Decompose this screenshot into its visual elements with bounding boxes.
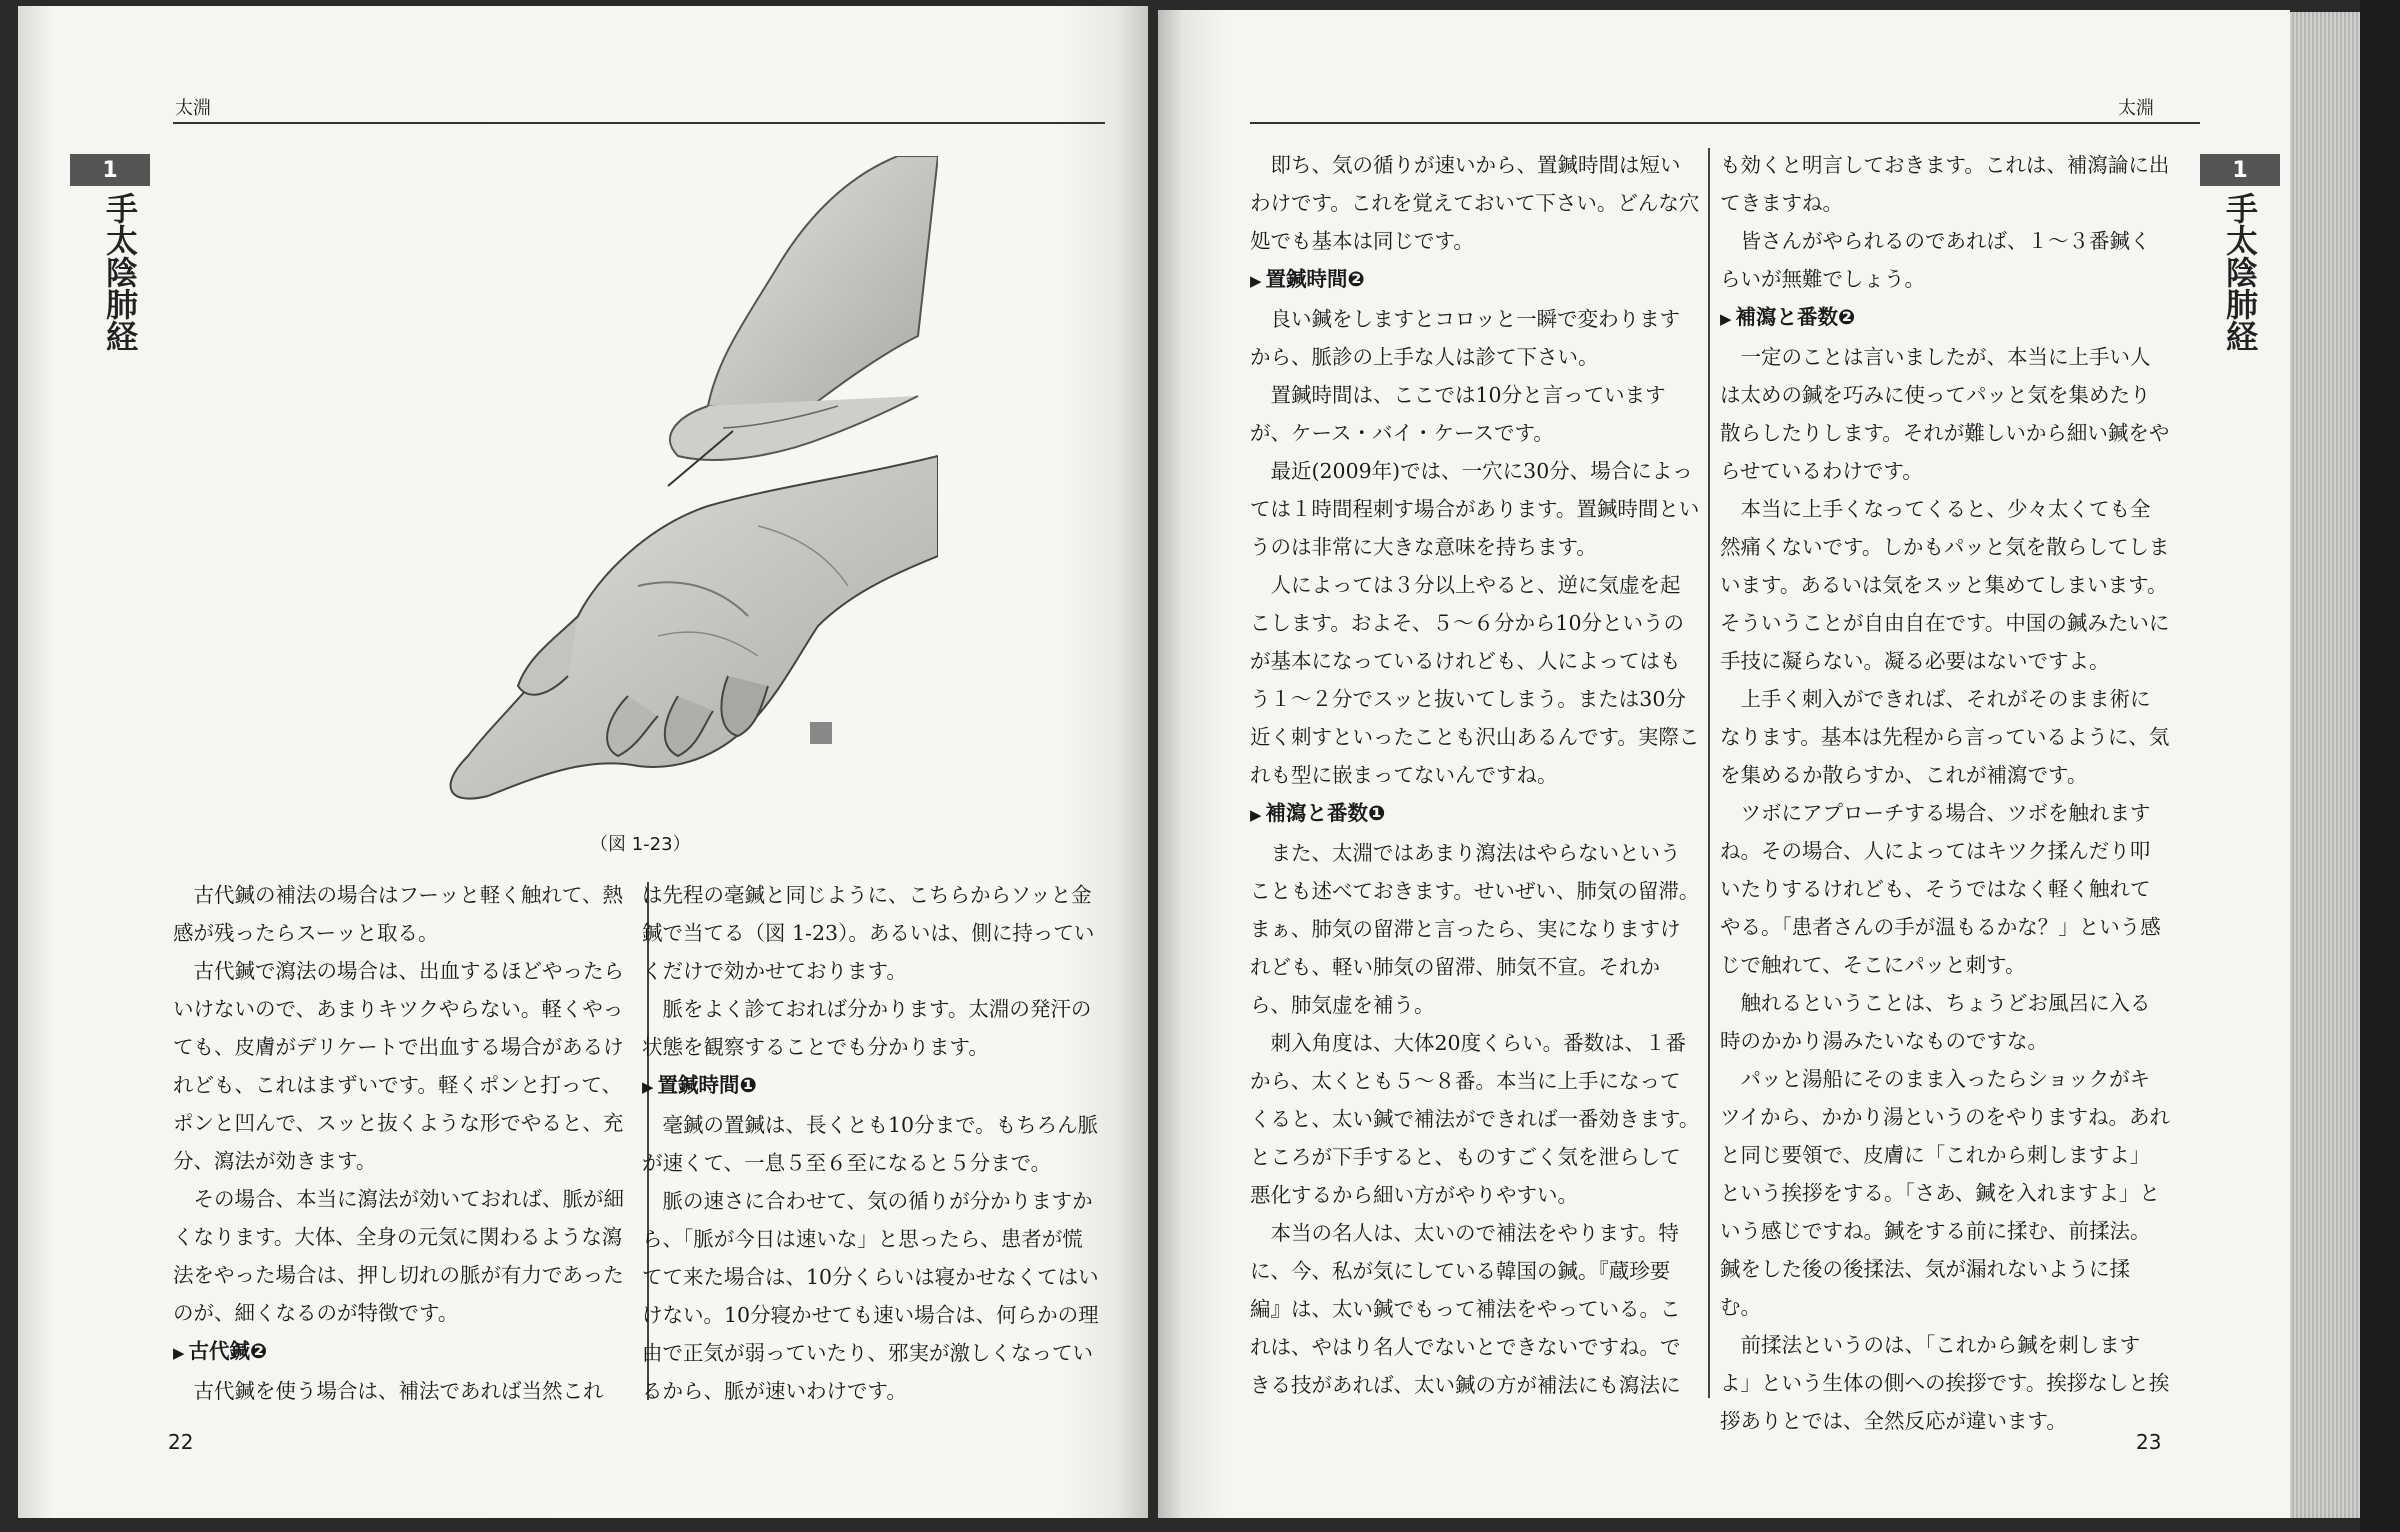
body-paragraph: 古代鍼の補法の場合はフーッと軽く触れて、熱感が残ったらスーッと取る。 [173,883,623,945]
body-paragraph: も効くと明言しておきます。これは、補瀉論に出てきますね。 [1720,153,2170,215]
body-paragraph: 皆さんがやられるのであれば、１～３番鍼くらいが無難でしょう。 [1720,229,2151,291]
body-paragraph: パッと湯船にそのまま入ったらショックがキツイから、かかり湯というのをやりますね。あれと同じ要領で、皮膚に「これから刺しますよ」という挨拶をする。「さあ、鍼を入れますよ」という感じですね。鍼をする前に揉む、前揉法。鍼をした後の後揉法、気が漏れないように揉む。 [1720,1067,2170,1319]
chapter-title-right: 手太陰肺経 [2221,192,2259,352]
body-paragraph: また、太淵ではあまり瀉法はやらないということも述べておきます。せいぜい、肺気の留滞。まぁ、肺気の留滞と言ったら、実になりますけれども、軽い肺気の留滞、肺気不宣。それから、肺気虚を補う。 [1250,841,1700,1017]
body-paragraph: 人によっては３分以上やると、逆に気虚を起こします。およそ、５～６分から10分というのが基本になっているけれども、人によってはもう１～２分でスッと抜いてしまう。または30分近く刺すといったことも沢山あるんです。実際これも型に嵌まってないんですね。 [1250,573,1700,787]
section-heading-text: 置鍼時間❷ [1265,267,1365,291]
section-heading [1250,260,1700,300]
hand-needling-illustration [378,156,938,816]
artist-seal [810,722,832,744]
chapter-number-tab-left: 1 [70,154,150,186]
section-heading-text: 置鍼時間❶ [657,1073,757,1097]
triangle-bullet-icon: ▶ [642,1078,654,1096]
body-paragraph: 前揉法というのは、「これから鍼を刺しますよ」という生体の側への挨拶です。挨拶なしと挨拶ありとでは、全然反応が違います。 [1720,1333,2170,1433]
left-column-2 [642,876,1102,1410]
running-head-right: 太淵 [2118,98,2154,119]
page-edge-stack [2290,12,2370,1518]
left-page [18,6,1148,1518]
right-page [1158,10,2290,1518]
body-paragraph: 触れるということは、ちょうどお風呂に入る時のかかり湯みたいなものですな。 [1720,991,2151,1053]
body-paragraph: 古代鍼で瀉法の場合は、出血するほどやったらいけないので、あまりキツクやらない。軽くやっても、皮膚がデリケートで出血する場合があるけれども、これはまずいです。軽くポンと打って、ポンと凹んで、スッと抜くような形でやると、充分、瀉法が効きます。 [173,959,624,1173]
header-rule-right [1250,122,2200,124]
body-paragraph: 上手く刺入ができれば、それがそのまま術になります。基本は先程から言っているように、気を集めるか散らすか、これが補瀉です。 [1720,687,2170,787]
section-heading [1250,794,1700,834]
triangle-bullet-icon: ▶ [1720,310,1732,328]
figure-caption: （図 1-23） [590,834,691,855]
right-column-2 [1720,146,2170,1440]
section-heading-text: 補瀉と番数❶ [1265,801,1386,825]
body-paragraph: 本当の名人は、太いので補法をやります。特に、今、私が気にしている韓国の鍼。『蔵珍要編』は、太い鍼でもって補法をやっている。これは、やはり名人でないとできないですね。できる技があれば、太い鍼の方が補法にも瀉法に [1250,1221,1681,1397]
triangle-bullet-icon: ▶ [1250,272,1262,290]
body-paragraph: 置鍼時間は、ここでは10分と言っていますが、ケース・バイ・ケースです。 [1250,383,1666,445]
page-number-right: 23 [2136,1430,2162,1454]
column-divider-right [1708,148,1710,1398]
body-paragraph: は先程の毫鍼と同じように、こちらからソッと金鍼で当てる（図 1-23）。あるいは、側に持っていくだけで効かせております。 [642,883,1095,983]
body-paragraph: 一定のことは言いましたが、本当に上手い人は太めの鍼を巧みに使ってパッと気を集めたり散らしたりします。それが難しいから細い鍼をやらせているわけです。 [1720,345,2170,483]
triangle-bullet-icon: ▶ [1250,806,1262,824]
body-paragraph: 刺入角度は、大体20度くらい。番数は、１番から、太くとも５～８番。本当に上手になってくると、太い鍼で補法ができれば一番効きます。ところが下手すると、ものすごく気を泄らして悪化するから細い方がやりやすい。 [1250,1031,1700,1207]
page-number-left: 22 [168,1430,194,1454]
body-paragraph: 脈をよく診ておれば分かります。太淵の発汗の状態を観察することでも分かります。 [642,997,1092,1059]
section-heading [642,1066,1102,1106]
right-column-1 [1250,146,1700,1404]
triangle-bullet-icon: ▶ [173,1344,185,1362]
section-heading [173,1332,633,1372]
chapter-title-left: 手太陰肺経 [101,192,139,352]
body-paragraph: 本当に上手くなってくると、少々太くても全然痛くないです。しかもパッと気を散らしてしまいます。あるいは気をスッと集めてしまいます。そういうことが自由自在です。中国の鍼みたいに手技に凝らない。凝る必要はないですよ。 [1720,497,2170,673]
running-head-left: 太淵 [175,98,211,119]
body-paragraph: 毫鍼の置鍼は、長くとも10分まで。もちろん脈が速くて、一息５至６至になると５分まで。 [642,1113,1099,1175]
body-paragraph: 最近(2009年)では、一穴に30分、場合によっては１時間程刺す場合があります。置鍼時間というのは非常に大きな意味を持ちます。 [1250,459,1700,559]
background [2360,0,2400,1532]
section-heading-text: 古代鍼❷ [188,1339,268,1363]
section-heading [1720,298,2170,338]
body-paragraph: 良い鍼をしますとコロッと一瞬で変わりますから、脈診の上手な人は診て下さい。 [1250,307,1681,369]
body-paragraph: 即ち、気の循りが速いから、置鍼時間は短いわけです。これを覚えておいて下さい。どんな穴処でも基本は同じです。 [1250,153,1700,253]
left-column-1 [173,876,633,1410]
header-rule-left [173,122,1105,124]
body-paragraph: ツボにアプローチする場合、ツボを触れますね。その場合、人によってはキツク揉んだり叩いたりするけれども、そうではなく軽く触れてやる。「患者さんの手が温もるかな？」という感じで触れて、そこにパッと刺す。 [1720,801,2161,977]
body-paragraph: 脈の速さに合わせて、気の循りが分かりますから、「脈が今日は速いな」と思ったら、患者が慌てて来た場合は、10分くらいは寝かせなくてはいけない。10分寝かせても速い場合は、何らかの理由で正気が弱っていたり、邪実が激しくなっているから、脈が速いわけです。 [642,1189,1099,1403]
body-paragraph: その場合、本当に瀉法が効いておれば、脈が細くなります。大体、全身の元気に関わるような瀉法をやった場合は、押し切れの脈が有力であったのが、細くなるのが特徴です。 [173,1187,624,1325]
chapter-number-tab-right: 1 [2200,154,2280,186]
section-heading-text: 補瀉と番数❷ [1735,305,1856,329]
body-paragraph: 古代鍼を使う場合は、補法であれば当然これ [193,1379,604,1403]
